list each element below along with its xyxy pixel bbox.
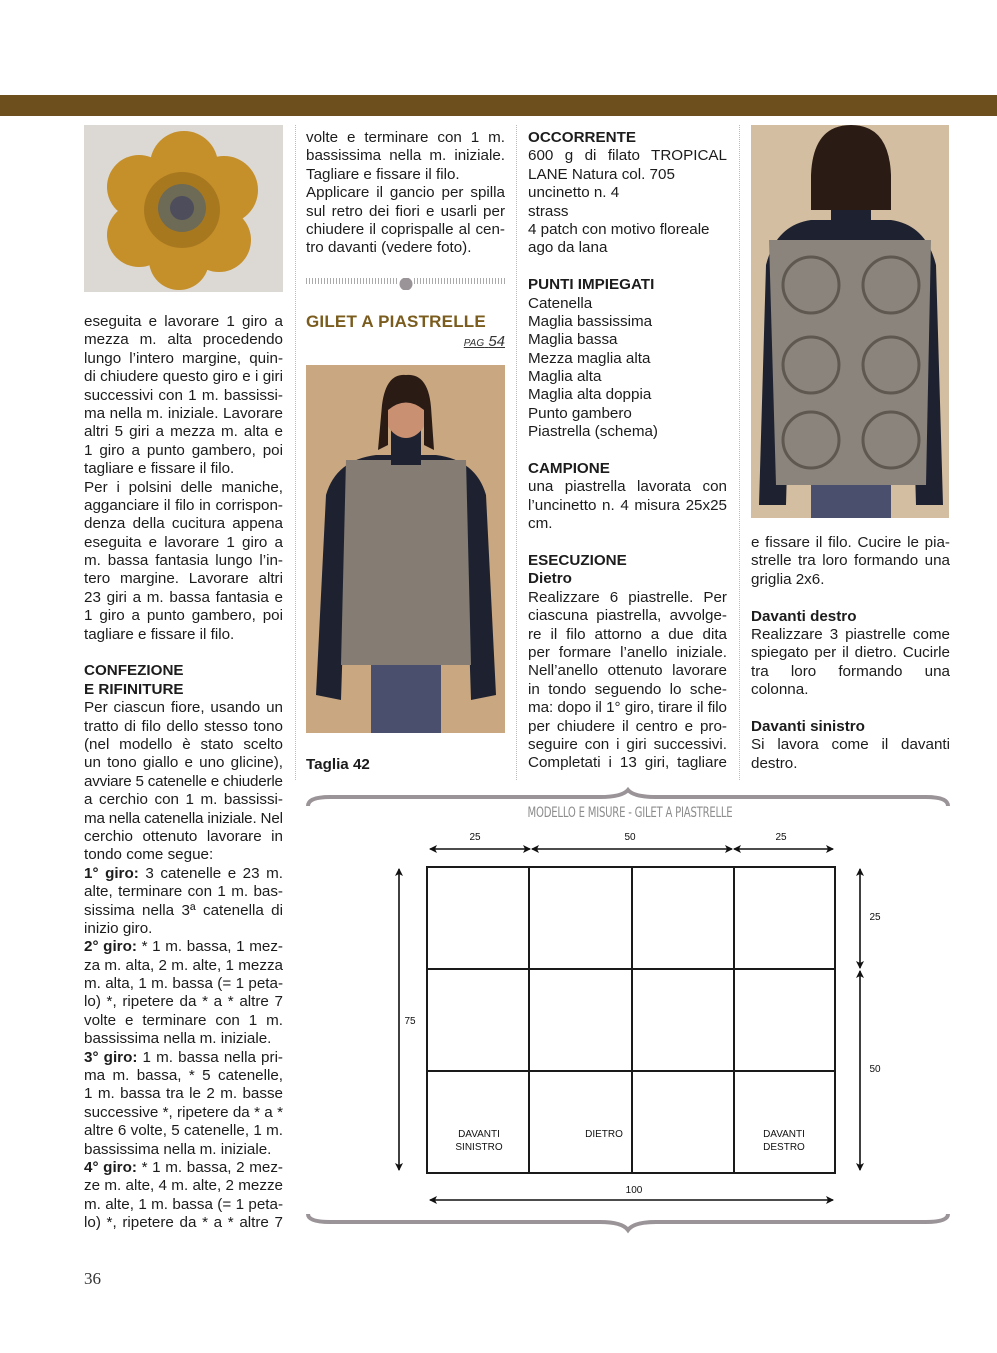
line-text: successive *, ripetere da * a *: [84, 1103, 283, 1121]
line-text: Applicare il gancio per spilla: [306, 184, 505, 202]
page-ref-number: 54: [488, 333, 505, 350]
page-number: 36: [84, 1269, 101, 1288]
round-label: 2° giro:: [84, 938, 137, 956]
line-text: inizio giro.: [84, 919, 153, 937]
line-text: tagliare e fissare il filo.: [84, 460, 235, 478]
line-text: Realizzare 6 piastrelle. Per: [528, 588, 727, 606]
line-text: Per i polsini delle maniche,: [84, 478, 283, 496]
line-text: eseguita e lavorare 1 giro a: [84, 313, 283, 330]
line-text: PUNTI IMPIEGATI: [528, 276, 655, 294]
line-text: volte e terminare con 1 m.: [306, 129, 505, 146]
line-text: sul retro dei fiori e usarli per: [306, 202, 505, 220]
line-text: un tono giallo e uno glicine),: [84, 754, 283, 772]
line-text: agganciare il filo in corrispon-: [84, 496, 283, 514]
line-text: Maglia bassissima: [528, 312, 653, 330]
line-text: l’uncinetto n. 4 misura 25x25: [528, 496, 727, 514]
line-text: strelle tra loro formando una: [751, 552, 950, 570]
page-ref-prefix: PAG: [463, 338, 485, 349]
line-text: ze m. alte, 4 m. alte, 2 mezze: [84, 1177, 283, 1195]
line-text: LANE Natura col. 705: [528, 165, 675, 183]
line-text: per chiudere il centro e pro-: [528, 717, 727, 735]
dim-top-right: 25: [775, 832, 787, 843]
line-text: Per ciascun fiore, usando un: [84, 699, 283, 717]
line-text: ma nella m. iniziale. Lavorare: [84, 404, 283, 422]
line-text: denza della cucitura appena: [84, 515, 283, 533]
line-text: colonna.: [751, 681, 809, 699]
line-text: mezza m. alta procedendo: [84, 331, 283, 349]
line-text: E RIFINITURE: [84, 680, 184, 698]
dim-right-bottom: 50: [869, 1064, 881, 1075]
line-text: avviare 5 catenelle e chiuderle: [84, 772, 283, 790]
line-text: tro davanti (vedere foto).: [306, 239, 472, 257]
line-text: tra loro formando una: [751, 662, 950, 680]
dim-left: 75: [404, 1016, 416, 1027]
line-text: lungo l’intero margine, quin-: [84, 349, 283, 367]
round-label: 1° giro:: [84, 864, 139, 882]
size-label: Taglia 42: [306, 756, 370, 773]
line-text: ago da lana: [528, 239, 608, 257]
line-text: destro.: [751, 754, 798, 772]
line-text: successivi con 1 m. bassissi-: [84, 386, 283, 404]
line-text: bassissima nella m. iniziale.: [84, 1030, 272, 1048]
line-text: 1 giro a punto gambero, poi: [84, 441, 283, 459]
line-text: ma nella catenella iniziale. Nel: [84, 809, 283, 827]
label-davanti-destro: [745, 1128, 823, 1154]
line-text: Nell’anello ottenuto lavorare: [528, 662, 727, 680]
line-text: Tagliare e fissare il filo.: [306, 165, 460, 183]
line-text: seguire con i giri successivi.: [528, 735, 727, 753]
line-text: strass: [528, 202, 569, 220]
diagram-frame-top: [308, 790, 948, 806]
line-text: tondo come segue:: [84, 846, 214, 864]
line-text: lo) *, ripetere da * a * altre 7: [84, 993, 283, 1011]
line-text: uncinetto n. 4: [528, 184, 620, 202]
line-text: una piastrella lavorata con: [528, 478, 727, 496]
line-text: volte e terminare con 1 m.: [84, 1011, 283, 1029]
line-text: Davanti sinistro: [751, 717, 865, 735]
label-line: DAVANTI: [763, 1129, 805, 1140]
line-text: OCCORRENTE: [528, 129, 637, 146]
line-text: 600 g di filato TROPICAL: [528, 147, 727, 165]
pattern-title: GILET A PIASTRELLE: [306, 312, 486, 331]
line-text: tratto di filo dello stesso tono: [84, 717, 283, 735]
diagram-title: MODELLO E MISURE - GILET A PIASTRELLE: [527, 805, 733, 821]
line-text: Dietro: [528, 570, 572, 588]
line-text: m. alta, 1 m. bassa (= 1 peta-: [84, 975, 283, 993]
label-line: DAVANTI: [458, 1129, 500, 1140]
line-text: 1 giro a punto gambero, poi: [84, 607, 283, 625]
line-text: ma m. bassa, * 5 catenelle,: [84, 1067, 283, 1085]
line-text: a cerchio con 1 m. bassissi-: [84, 791, 283, 809]
line-text: lo) *, ripetere da * a * altre 7: [84, 1214, 283, 1232]
line-text: cm.: [528, 515, 553, 533]
line-text: altre 6 volte, 5 catenelle, 1 m.: [84, 1122, 283, 1140]
line-text: (nel modello è stato scelto: [84, 735, 283, 753]
line-text: Si lavora come il davanti: [751, 736, 950, 754]
line-text: bassissima nella m. iniziale.: [84, 1140, 272, 1158]
line-text: eseguita e lavorare 1 giro a: [84, 533, 283, 551]
line-text: tero margine. Lavorare altri: [84, 570, 283, 588]
dim-right-top: 25: [869, 912, 881, 923]
round-text: 1 m. bassa nella pri-: [137, 1048, 283, 1066]
line-text: Piastrella (schema): [528, 423, 658, 441]
line-text: in tondo seguendo lo sche-: [528, 680, 727, 698]
line-text: chiudere il coprispalle al cen-: [306, 220, 505, 238]
line-text: Realizzare 3 piastrelle come: [751, 625, 950, 643]
diagram-frame-bottom: [308, 1214, 948, 1230]
label-line: DESTRO: [763, 1142, 805, 1153]
line-text: griglia 2x6.: [751, 570, 825, 588]
line-text: sissima nella 3ª catenella di: [84, 901, 283, 919]
line-text: Mezza maglia alta: [528, 349, 651, 367]
line-text: Davanti destro: [751, 607, 857, 625]
line-text: m. alte, 1 m. bassa (= 1 peta-: [84, 1195, 283, 1213]
line-text: za m. alta, 2 m. alte, 1 mezza: [84, 956, 283, 974]
round-label: 4° giro:: [84, 1158, 137, 1176]
line-text: Maglia alta: [528, 368, 602, 386]
dim-top-center: 50: [624, 832, 636, 843]
line-text: spiegato per il dietro. Cucirle: [751, 644, 950, 662]
line-text: Catenella: [528, 294, 593, 312]
line-text: Punto gambero: [528, 404, 632, 422]
line-text: ESECUZIONE: [528, 551, 627, 569]
line-text: re il filo attorno a due dita: [528, 625, 727, 643]
line-text: tagliare e fissare il filo.: [84, 625, 235, 643]
line-text: di chiudere questo giro e i giri: [84, 368, 283, 386]
line-text: e fissare il filo. Cucire le pia-: [751, 534, 950, 551]
round-text: 3 catenelle e 23 m.: [138, 864, 283, 882]
line-text: Maglia bassa: [528, 331, 618, 349]
line-text: 4 patch con motivo floreale: [528, 220, 710, 238]
line-text: 23 giri a m. bassa fantasia e: [84, 588, 283, 606]
line-text: Completati i 13 giri, tagliare: [528, 754, 727, 772]
line-text: bassissima nella m. iniziale.: [306, 147, 505, 165]
round-text: * 1 m. bassa, 2 mez-: [136, 1158, 283, 1176]
round-text: * 1 m. bassa, 1 mez-: [136, 938, 283, 956]
line-text: altri 5 giri a mezza m. alta e: [84, 423, 283, 441]
line-text: ma: dopo il 1° giro, tirare il filo: [528, 699, 727, 717]
label-dietro: DIETRO: [585, 1129, 623, 1140]
line-text: CONFEZIONE: [84, 662, 184, 680]
line-text: per formare l’anello iniziale.: [528, 643, 727, 661]
line-text: ciascuna piastrella, avvolge-: [528, 607, 727, 625]
label-davanti-sinistro: [440, 1128, 518, 1154]
line-text: 1 m. bassa tra le 2 m. basse: [84, 1085, 283, 1103]
line-text: Maglia alta doppia: [528, 386, 652, 404]
line-text: alte, terminare con 1 m. bas-: [84, 883, 283, 901]
dim-top-left: 25: [469, 832, 481, 843]
line-text: cerchio ottenuto lavorare in: [84, 827, 283, 845]
dim-bottom: 100: [625, 1185, 643, 1196]
round-label: 3° giro:: [84, 1048, 138, 1066]
label-line: SINISTRO: [455, 1142, 503, 1153]
line-text: CAMPIONE: [528, 460, 610, 478]
line-text: m. bassa fantasia lungo l’in-: [84, 552, 283, 570]
